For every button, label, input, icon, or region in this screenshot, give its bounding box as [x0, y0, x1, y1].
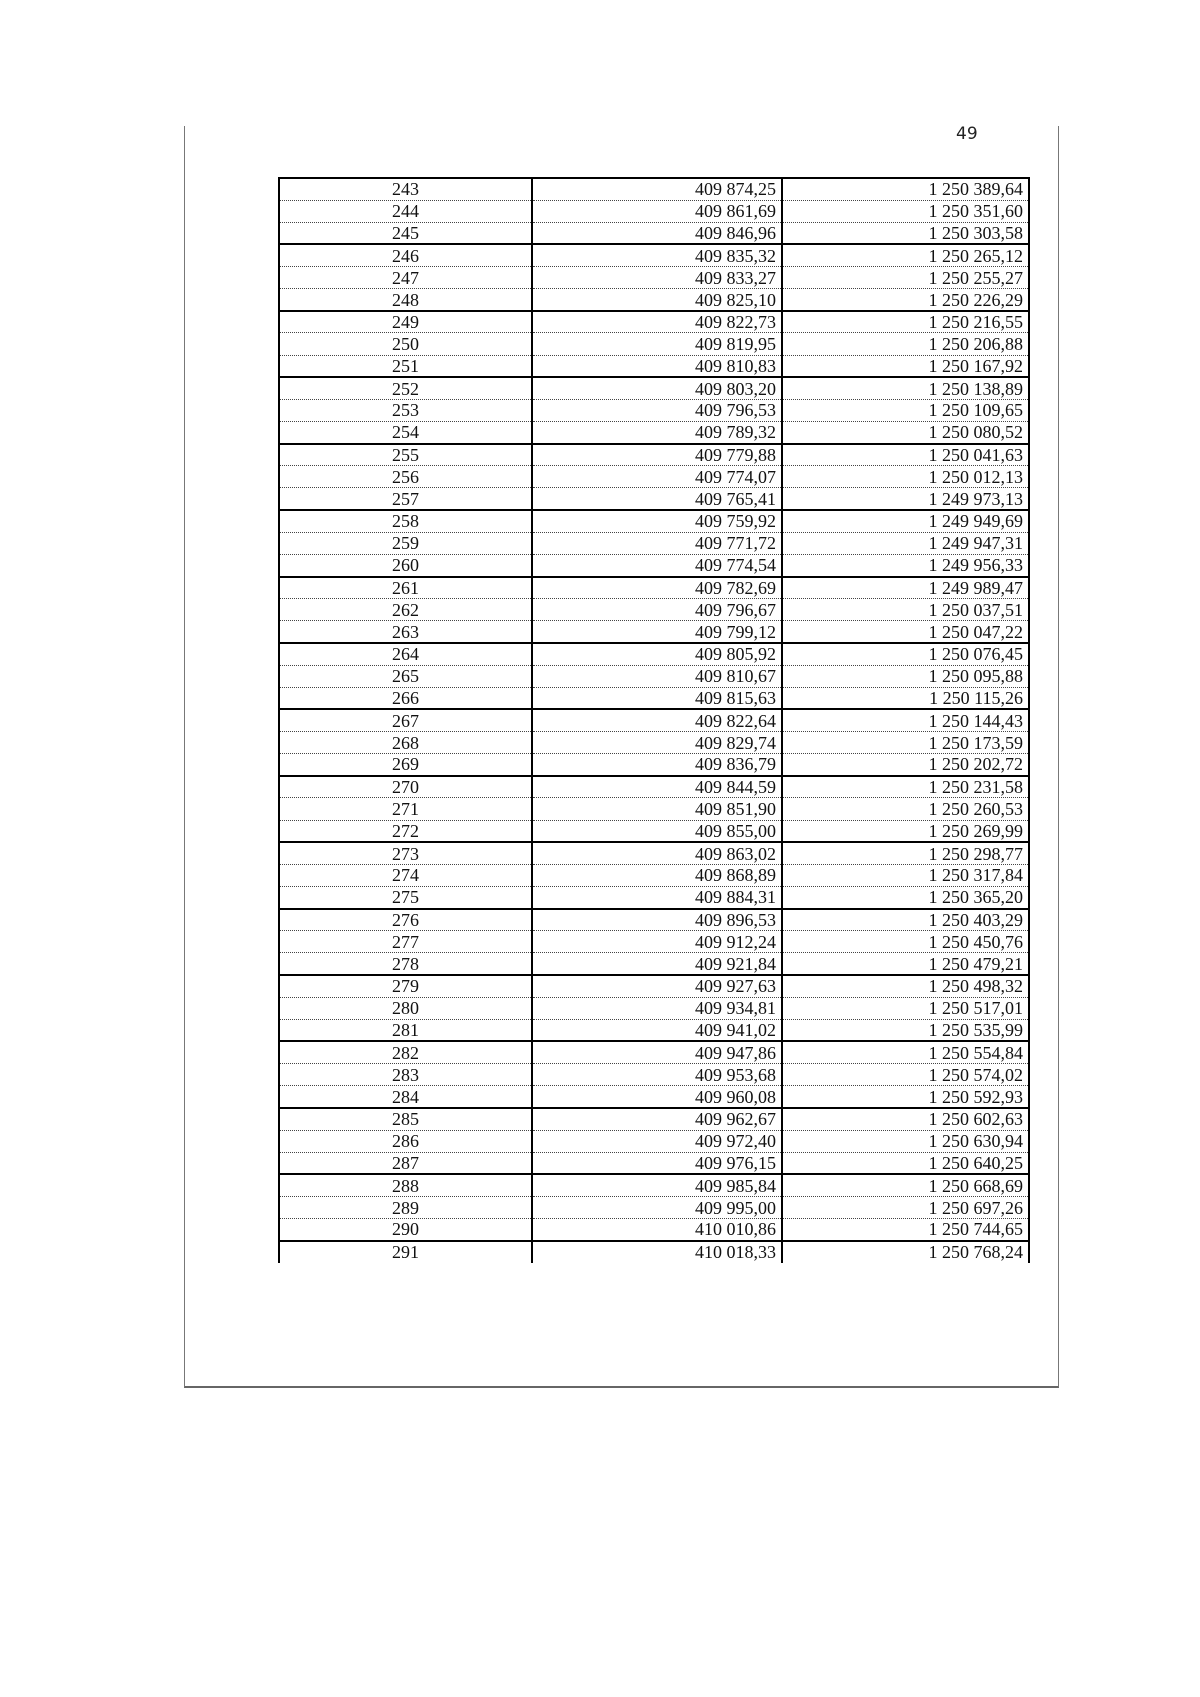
table-row — [279, 488, 1029, 510]
point-number-cell: 251 — [279, 355, 532, 377]
table-row — [279, 1196, 1029, 1218]
x-coordinate-cell: 409 874,25 — [532, 178, 782, 200]
table-row — [279, 466, 1029, 488]
y-coordinate-cell: 1 250 173,59 — [782, 732, 1029, 754]
table-row — [279, 820, 1029, 842]
point-number-cell: 258 — [279, 510, 532, 532]
y-coordinate-cell: 1 250 115,26 — [782, 687, 1029, 709]
point-number-cell: 267 — [279, 709, 532, 731]
x-coordinate-cell: 409 995,00 — [532, 1196, 782, 1218]
point-number-cell: 259 — [279, 532, 532, 554]
table-row — [279, 1130, 1029, 1152]
point-number-cell: 275 — [279, 887, 532, 909]
y-coordinate-cell: 1 250 265,12 — [782, 244, 1029, 266]
y-coordinate-cell: 1 250 640,25 — [782, 1152, 1029, 1174]
x-coordinate-cell: 409 799,12 — [532, 621, 782, 643]
y-coordinate-cell: 1 250 574,02 — [782, 1064, 1029, 1086]
y-coordinate-cell: 1 250 630,94 — [782, 1130, 1029, 1152]
coordinates-table-body — [279, 178, 1029, 1263]
table-row — [279, 1086, 1029, 1108]
y-coordinate-cell: 1 250 517,01 — [782, 997, 1029, 1019]
x-coordinate-cell: 409 941,02 — [532, 1019, 782, 1041]
x-coordinate-cell: 409 822,73 — [532, 311, 782, 333]
x-coordinate-cell: 409 796,67 — [532, 599, 782, 621]
x-coordinate-cell: 409 815,63 — [532, 687, 782, 709]
y-coordinate-cell: 1 250 080,52 — [782, 422, 1029, 444]
x-coordinate-cell: 409 836,79 — [532, 754, 782, 776]
point-number-cell: 279 — [279, 975, 532, 997]
table-row — [279, 422, 1029, 444]
x-coordinate-cell: 409 825,10 — [532, 289, 782, 311]
y-coordinate-cell: 1 250 269,99 — [782, 820, 1029, 842]
y-coordinate-cell: 1 250 167,92 — [782, 355, 1029, 377]
y-coordinate-cell: 1 250 298,77 — [782, 842, 1029, 864]
point-number-cell: 270 — [279, 776, 532, 798]
y-coordinate-cell: 1 250 303,58 — [782, 222, 1029, 244]
y-coordinate-cell: 1 250 012,13 — [782, 466, 1029, 488]
table-row — [279, 333, 1029, 355]
point-number-cell: 286 — [279, 1130, 532, 1152]
table-row — [279, 399, 1029, 421]
x-coordinate-cell: 409 822,64 — [532, 709, 782, 731]
point-number-cell: 273 — [279, 842, 532, 864]
point-number-cell: 272 — [279, 820, 532, 842]
x-coordinate-cell: 409 782,69 — [532, 577, 782, 599]
y-coordinate-cell: 1 250 317,84 — [782, 864, 1029, 886]
point-number-cell: 290 — [279, 1219, 532, 1241]
y-coordinate-cell: 1 250 365,20 — [782, 887, 1029, 909]
point-number-cell: 271 — [279, 798, 532, 820]
table-row — [279, 665, 1029, 687]
point-number-cell: 250 — [279, 333, 532, 355]
x-coordinate-cell: 409 846,96 — [532, 222, 782, 244]
table-row — [279, 643, 1029, 665]
y-coordinate-cell: 1 250 389,64 — [782, 178, 1029, 200]
point-number-cell: 282 — [279, 1041, 532, 1063]
table-row — [279, 687, 1029, 709]
x-coordinate-cell: 409 765,41 — [532, 488, 782, 510]
point-number-cell: 248 — [279, 289, 532, 311]
x-coordinate-cell: 409 934,81 — [532, 997, 782, 1019]
table-row — [279, 864, 1029, 886]
table-row — [279, 178, 1029, 200]
y-coordinate-cell: 1 249 947,31 — [782, 532, 1029, 554]
table-row — [279, 909, 1029, 931]
y-coordinate-cell: 1 250 602,63 — [782, 1108, 1029, 1130]
point-number-cell: 263 — [279, 621, 532, 643]
x-coordinate-cell: 409 835,32 — [532, 244, 782, 266]
point-number-cell: 262 — [279, 599, 532, 621]
x-coordinate-cell: 409 796,53 — [532, 399, 782, 421]
table-row — [279, 289, 1029, 311]
y-coordinate-cell: 1 250 351,60 — [782, 200, 1029, 222]
x-coordinate-cell: 410 018,33 — [532, 1241, 782, 1263]
point-number-cell: 246 — [279, 244, 532, 266]
point-number-cell: 283 — [279, 1064, 532, 1086]
point-number-cell: 264 — [279, 643, 532, 665]
table-row — [279, 311, 1029, 333]
point-number-cell: 287 — [279, 1152, 532, 1174]
table-row — [279, 709, 1029, 731]
x-coordinate-cell: 409 774,54 — [532, 554, 782, 576]
point-number-cell: 244 — [279, 200, 532, 222]
table-row — [279, 997, 1029, 1019]
table-row — [279, 975, 1029, 997]
table-row — [279, 621, 1029, 643]
point-number-cell: 281 — [279, 1019, 532, 1041]
y-coordinate-cell: 1 250 668,69 — [782, 1174, 1029, 1196]
x-coordinate-cell: 409 921,84 — [532, 953, 782, 975]
x-coordinate-cell: 409 884,31 — [532, 887, 782, 909]
y-coordinate-cell: 1 249 989,47 — [782, 577, 1029, 599]
point-number-cell: 245 — [279, 222, 532, 244]
point-number-cell: 254 — [279, 422, 532, 444]
y-coordinate-cell: 1 249 956,33 — [782, 554, 1029, 576]
point-number-cell: 256 — [279, 466, 532, 488]
y-coordinate-cell: 1 250 216,55 — [782, 311, 1029, 333]
y-coordinate-cell: 1 250 202,72 — [782, 754, 1029, 776]
table-row — [279, 510, 1029, 532]
y-coordinate-cell: 1 250 592,93 — [782, 1086, 1029, 1108]
y-coordinate-cell: 1 250 744,65 — [782, 1219, 1029, 1241]
point-number-cell: 265 — [279, 665, 532, 687]
point-number-cell: 268 — [279, 732, 532, 754]
y-coordinate-cell: 1 250 403,29 — [782, 909, 1029, 931]
table-row — [279, 554, 1029, 576]
x-coordinate-cell: 409 976,15 — [532, 1152, 782, 1174]
x-coordinate-cell: 409 912,24 — [532, 931, 782, 953]
y-coordinate-cell: 1 249 949,69 — [782, 510, 1029, 532]
table-row — [279, 1152, 1029, 1174]
x-coordinate-cell: 409 861,69 — [532, 200, 782, 222]
x-coordinate-cell: 409 985,84 — [532, 1174, 782, 1196]
point-number-cell: 249 — [279, 311, 532, 333]
y-coordinate-cell: 1 250 535,99 — [782, 1019, 1029, 1041]
point-number-cell: 247 — [279, 267, 532, 289]
table-row — [279, 599, 1029, 621]
y-coordinate-cell: 1 250 479,21 — [782, 953, 1029, 975]
y-coordinate-cell: 1 250 231,58 — [782, 776, 1029, 798]
table-row — [279, 776, 1029, 798]
x-coordinate-cell: 409 896,53 — [532, 909, 782, 931]
x-coordinate-cell: 409 779,88 — [532, 444, 782, 466]
x-coordinate-cell: 409 819,95 — [532, 333, 782, 355]
point-number-cell: 284 — [279, 1086, 532, 1108]
table-row — [279, 444, 1029, 466]
table-row — [279, 1041, 1029, 1063]
x-coordinate-cell: 409 771,72 — [532, 532, 782, 554]
y-coordinate-cell: 1 250 047,22 — [782, 621, 1029, 643]
point-number-cell: 260 — [279, 554, 532, 576]
y-coordinate-cell: 1 250 498,32 — [782, 975, 1029, 997]
y-coordinate-cell: 1 250 255,27 — [782, 267, 1029, 289]
point-number-cell: 257 — [279, 488, 532, 510]
point-number-cell: 266 — [279, 687, 532, 709]
table-row — [279, 1108, 1029, 1130]
x-coordinate-cell: 409 833,27 — [532, 267, 782, 289]
table-row — [279, 1064, 1029, 1086]
x-coordinate-cell: 409 947,86 — [532, 1041, 782, 1063]
y-coordinate-cell: 1 250 554,84 — [782, 1041, 1029, 1063]
y-coordinate-cell: 1 250 095,88 — [782, 665, 1029, 687]
point-number-cell: 277 — [279, 931, 532, 953]
y-coordinate-cell: 1 250 450,76 — [782, 931, 1029, 953]
y-coordinate-cell: 1 250 037,51 — [782, 599, 1029, 621]
y-coordinate-cell: 1 250 041,63 — [782, 444, 1029, 466]
point-number-cell: 255 — [279, 444, 532, 466]
y-coordinate-cell: 1 250 138,89 — [782, 377, 1029, 399]
table-row — [279, 1241, 1029, 1263]
table-row — [279, 355, 1029, 377]
table-row — [279, 267, 1029, 289]
point-number-cell: 280 — [279, 997, 532, 1019]
table-row — [279, 754, 1029, 776]
x-coordinate-cell: 409 810,67 — [532, 665, 782, 687]
y-coordinate-cell: 1 250 206,88 — [782, 333, 1029, 355]
y-coordinate-cell: 1 250 226,29 — [782, 289, 1029, 311]
table-row — [279, 244, 1029, 266]
table-row — [279, 798, 1029, 820]
table-row — [279, 1174, 1029, 1196]
table-row — [279, 532, 1029, 554]
table-row — [279, 200, 1029, 222]
x-coordinate-cell: 409 855,00 — [532, 820, 782, 842]
x-coordinate-cell: 409 803,20 — [532, 377, 782, 399]
point-number-cell: 291 — [279, 1241, 532, 1263]
x-coordinate-cell: 409 962,67 — [532, 1108, 782, 1130]
table-row — [279, 577, 1029, 599]
y-coordinate-cell: 1 250 697,26 — [782, 1196, 1029, 1218]
point-number-cell: 276 — [279, 909, 532, 931]
point-number-cell: 285 — [279, 1108, 532, 1130]
x-coordinate-cell: 409 868,89 — [532, 864, 782, 886]
x-coordinate-cell: 409 805,92 — [532, 643, 782, 665]
table-row — [279, 887, 1029, 909]
table-row — [279, 842, 1029, 864]
coordinates-table — [278, 177, 1030, 1263]
table-row — [279, 1019, 1029, 1041]
point-number-cell: 274 — [279, 864, 532, 886]
x-coordinate-cell: 409 829,74 — [532, 732, 782, 754]
x-coordinate-cell: 409 972,40 — [532, 1130, 782, 1152]
x-coordinate-cell: 410 010,86 — [532, 1219, 782, 1241]
point-number-cell: 243 — [279, 178, 532, 200]
table-row — [279, 931, 1029, 953]
y-coordinate-cell: 1 249 973,13 — [782, 488, 1029, 510]
table-row — [279, 222, 1029, 244]
x-coordinate-cell: 409 759,92 — [532, 510, 782, 532]
table-row — [279, 732, 1029, 754]
y-coordinate-cell: 1 250 144,43 — [782, 709, 1029, 731]
y-coordinate-cell: 1 250 260,53 — [782, 798, 1029, 820]
y-coordinate-cell: 1 250 076,45 — [782, 643, 1029, 665]
y-coordinate-cell: 1 250 109,65 — [782, 399, 1029, 421]
x-coordinate-cell: 409 960,08 — [532, 1086, 782, 1108]
x-coordinate-cell: 409 789,32 — [532, 422, 782, 444]
x-coordinate-cell: 409 810,83 — [532, 355, 782, 377]
point-number-cell: 278 — [279, 953, 532, 975]
table-row — [279, 1219, 1029, 1241]
x-coordinate-cell: 409 927,63 — [532, 975, 782, 997]
point-number-cell: 269 — [279, 754, 532, 776]
point-number-cell: 288 — [279, 1174, 532, 1196]
y-coordinate-cell: 1 250 768,24 — [782, 1241, 1029, 1263]
table-row — [279, 377, 1029, 399]
table-row — [279, 953, 1029, 975]
x-coordinate-cell: 409 774,07 — [532, 466, 782, 488]
page-number: 49 — [956, 124, 978, 144]
point-number-cell: 253 — [279, 399, 532, 421]
point-number-cell: 289 — [279, 1196, 532, 1218]
x-coordinate-cell: 409 844,59 — [532, 776, 782, 798]
point-number-cell: 252 — [279, 377, 532, 399]
point-number-cell: 261 — [279, 577, 532, 599]
x-coordinate-cell: 409 851,90 — [532, 798, 782, 820]
x-coordinate-cell: 409 953,68 — [532, 1064, 782, 1086]
x-coordinate-cell: 409 863,02 — [532, 842, 782, 864]
